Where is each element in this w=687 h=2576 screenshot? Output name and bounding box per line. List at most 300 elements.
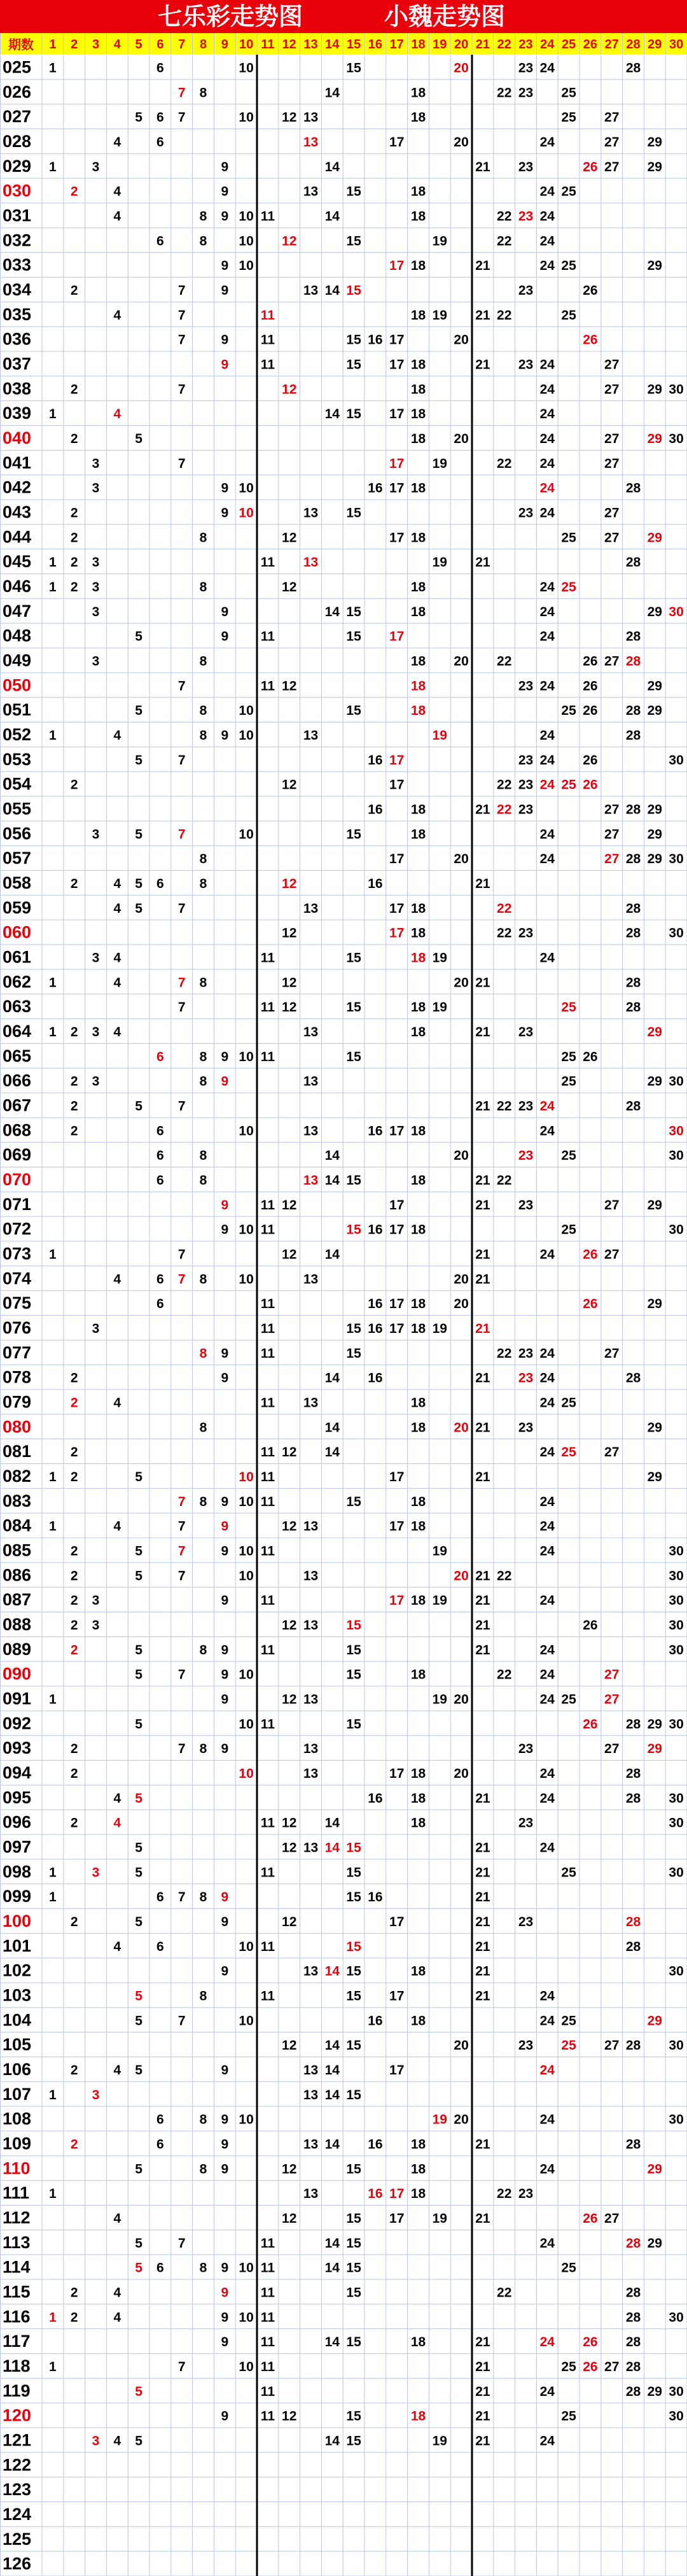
drawn-number: 28 [625, 1000, 641, 1015]
drawn-number: 28 [625, 555, 641, 570]
drawn-number: 15 [346, 2211, 361, 2226]
drawn-number: 24 [539, 2162, 555, 2177]
period-label: 040 [3, 428, 32, 447]
drawn-number: 2 [70, 382, 78, 397]
drawn-number: 3 [92, 456, 100, 471]
drawn-number: 30 [669, 1964, 684, 1979]
drawn-number: 27 [604, 1742, 620, 1757]
drawn-number: 13 [303, 1617, 319, 1633]
drawn-number: 18 [410, 1172, 426, 1188]
drawn-number: 21 [475, 1469, 490, 1484]
period-label: 068 [3, 1120, 32, 1140]
period-label: 116 [3, 2307, 31, 2326]
drawn-number: 18 [410, 827, 426, 842]
drawn-number: 8 [199, 1420, 207, 1435]
drawn-number: 8 [199, 1049, 207, 1064]
drawn-number: 15 [346, 629, 361, 644]
drawn-number: 11 [260, 1346, 275, 1361]
drawn-number: 25 [561, 2260, 576, 2276]
drawn-number: 10 [239, 2112, 254, 2127]
drawn-number: 20 [454, 1297, 469, 1312]
drawn-number: 21 [475, 307, 490, 323]
drawn-number: 24 [539, 456, 555, 471]
drawn-number: 27 [604, 357, 620, 372]
drawn-number: 29 [647, 159, 662, 174]
period-label: 108 [3, 2109, 32, 2129]
drawn-number: 12 [282, 234, 297, 249]
drawn-number: 1 [49, 975, 57, 990]
period-label: 057 [3, 848, 32, 868]
drawn-number: 4 [113, 209, 121, 224]
drawn-number: 17 [389, 2186, 405, 2202]
drawn-number: 17 [389, 1914, 405, 1929]
drawn-number: 2 [70, 1544, 78, 1559]
drawn-number: 21 [475, 802, 490, 817]
drawn-number: 16 [368, 1123, 383, 1139]
drawn-number: 25 [561, 307, 576, 323]
drawn-number: 24 [539, 1593, 555, 1608]
drawn-number: 10 [239, 1494, 254, 1509]
drawn-number: 17 [389, 1519, 405, 1534]
period-label: 052 [3, 724, 32, 744]
drawn-number: 22 [497, 1172, 512, 1188]
drawn-number: 11 [260, 1939, 275, 1954]
drawn-number: 29 [647, 1024, 662, 1039]
drawn-number: 3 [92, 2087, 100, 2102]
drawn-number: 13 [303, 728, 319, 743]
drawn-number: 8 [199, 1272, 207, 1287]
period-label: 065 [3, 1046, 32, 1066]
drawn-number: 3 [92, 1593, 100, 1608]
drawn-number: 28 [625, 802, 641, 817]
drawn-number: 11 [260, 1469, 275, 1484]
drawn-number: 7 [177, 1890, 186, 1905]
drawn-number: 5 [135, 1865, 142, 1880]
period-label: 042 [3, 477, 32, 497]
drawn-number: 20 [454, 431, 469, 446]
period-label: 080 [3, 1417, 32, 1437]
drawn-number: 21 [475, 2335, 490, 2350]
drawn-number: 10 [239, 505, 254, 521]
period-label: 079 [3, 1392, 32, 1412]
drawn-number: 28 [625, 926, 641, 941]
drawn-number: 29 [647, 258, 662, 274]
drawn-number: 12 [282, 530, 297, 545]
period-label: 094 [3, 1763, 32, 1782]
drawn-number: 21 [475, 1321, 490, 1336]
drawn-number: 14 [324, 1964, 340, 1979]
drawn-number: 11 [260, 1321, 275, 1336]
drawn-number: 15 [346, 60, 361, 76]
drawn-number: 3 [92, 950, 100, 966]
drawn-number: 24 [539, 481, 555, 496]
drawn-number: 13 [303, 1692, 319, 1707]
drawn-number: 13 [303, 1568, 319, 1584]
drawn-number: 13 [303, 283, 319, 298]
drawn-number: 28 [625, 728, 641, 743]
column-header-18: 18 [411, 38, 426, 52]
drawn-number: 3 [92, 604, 100, 619]
drawn-number: 4 [113, 876, 121, 891]
drawn-number: 2 [70, 1099, 78, 1114]
drawn-number: 23 [518, 85, 534, 101]
drawn-number: 9 [221, 2285, 229, 2300]
drawn-number: 29 [647, 604, 662, 619]
drawn-number: 29 [647, 1717, 662, 1732]
drawn-number: 22 [497, 307, 512, 323]
drawn-number: 27 [604, 2359, 620, 2374]
drawn-number: 15 [346, 1717, 361, 1732]
drawn-number: 16 [368, 752, 383, 768]
drawn-number: 11 [260, 2260, 275, 2276]
drawn-number: 29 [647, 134, 662, 150]
drawn-number: 25 [561, 110, 576, 125]
drawn-number: 12 [282, 1815, 297, 1831]
drawn-number: 1 [49, 1865, 57, 1880]
period-label: 111 [3, 2183, 30, 2203]
drawn-number: 5 [135, 1914, 142, 1929]
drawn-number: 2 [70, 1914, 78, 1929]
drawn-number: 28 [625, 629, 641, 644]
drawn-number: 28 [625, 2384, 641, 2399]
drawn-number: 15 [346, 1890, 361, 1905]
drawn-number: 6 [156, 2260, 164, 2276]
drawn-number: 2 [70, 1370, 78, 1386]
period-label: 085 [3, 1540, 32, 1560]
period-label: 037 [3, 354, 32, 374]
drawn-number: 5 [135, 703, 142, 719]
drawn-number: 23 [518, 926, 534, 941]
drawn-number: 1 [49, 1247, 57, 1262]
drawn-number: 8 [199, 728, 207, 743]
drawn-number: 13 [303, 2186, 319, 2202]
drawn-number: 14 [324, 1445, 340, 1460]
drawn-number: 26 [583, 1617, 598, 1633]
drawn-number: 22 [497, 2186, 512, 2202]
drawn-number: 23 [518, 1148, 534, 1164]
drawn-number: 2 [70, 579, 78, 595]
drawn-number: 18 [410, 654, 426, 669]
drawn-number: 12 [282, 1247, 297, 1262]
drawn-number: 28 [625, 901, 641, 916]
drawn-number: 16 [368, 1890, 383, 1905]
drawn-number: 24 [539, 209, 555, 224]
drawn-number: 9 [221, 332, 229, 348]
period-label: 081 [3, 1442, 32, 1461]
drawn-number: 18 [410, 2013, 426, 2029]
drawn-number: 23 [518, 60, 534, 76]
drawn-number: 17 [389, 481, 405, 496]
drawn-number: 20 [454, 1568, 469, 1584]
drawn-number: 30 [669, 1222, 684, 1237]
drawn-number: 22 [497, 2285, 512, 2300]
drawn-number: 21 [475, 1172, 490, 1188]
drawn-number: 30 [669, 2112, 684, 2127]
drawn-number: 8 [199, 579, 207, 595]
period-label: 086 [3, 1565, 32, 1585]
period-label: 030 [3, 181, 32, 201]
drawn-number: 2 [70, 283, 78, 298]
drawn-number: 2 [70, 1445, 78, 1460]
period-label: 027 [3, 107, 32, 127]
drawn-number: 11 [260, 1717, 275, 1732]
drawn-number: 21 [475, 159, 490, 174]
drawn-number: 23 [518, 1197, 534, 1213]
drawn-number: 13 [303, 1395, 319, 1411]
drawn-number: 6 [156, 1297, 164, 1312]
drawn-number: 12 [282, 777, 297, 792]
drawn-number: 15 [346, 2433, 361, 2449]
drawn-number: 28 [625, 1791, 641, 1806]
drawn-number: 3 [92, 827, 100, 842]
drawn-number: 1 [49, 728, 57, 743]
drawn-number: 5 [135, 876, 142, 891]
drawn-number: 21 [475, 357, 490, 372]
drawn-number: 13 [303, 1766, 319, 1781]
drawn-number: 13 [303, 2137, 319, 2152]
drawn-number: 10 [239, 258, 254, 274]
period-label: 063 [3, 997, 32, 1017]
drawn-number: 23 [518, 283, 534, 298]
drawn-number: 9 [221, 357, 229, 372]
drawn-number: 20 [454, 134, 469, 150]
drawn-number: 11 [260, 950, 275, 966]
drawn-number: 27 [604, 1692, 620, 1707]
drawn-number: 5 [135, 1717, 142, 1732]
drawn-number: 15 [346, 703, 361, 719]
drawn-number: 22 [497, 1099, 512, 1114]
drawn-number: 9 [221, 1742, 229, 1757]
drawn-number: 24 [539, 1667, 555, 1682]
drawn-number: 12 [282, 1000, 297, 1015]
drawn-number: 25 [561, 703, 576, 719]
drawn-number: 10 [239, 2013, 254, 2029]
drawn-number: 8 [199, 852, 207, 867]
drawn-number: 16 [368, 1297, 383, 1312]
drawn-number: 18 [410, 1024, 426, 1039]
drawn-number: 22 [497, 777, 512, 792]
drawn-number: 13 [303, 1024, 319, 1039]
drawn-number: 10 [239, 1123, 254, 1139]
drawn-number: 21 [475, 1642, 490, 1658]
drawn-number: 27 [604, 1346, 620, 1361]
drawn-number: 5 [135, 2162, 142, 2177]
drawn-number: 19 [432, 1692, 447, 1707]
drawn-number: 14 [324, 604, 340, 619]
drawn-number: 10 [239, 209, 254, 224]
column-header-24: 24 [540, 38, 555, 52]
drawn-number: 15 [346, 1494, 361, 1509]
column-header-21: 21 [475, 38, 490, 52]
drawn-number: 19 [432, 1544, 447, 1559]
drawn-number: 1 [49, 1692, 57, 1707]
period-label: 034 [3, 279, 32, 299]
drawn-number: 15 [346, 332, 361, 348]
column-header-17: 17 [389, 38, 404, 52]
drawn-number: 15 [346, 1964, 361, 1979]
drawn-number: 21 [475, 1420, 490, 1435]
drawn-number: 16 [368, 1791, 383, 1806]
drawn-number: 5 [135, 1840, 142, 1855]
drawn-number: 21 [475, 2211, 490, 2226]
period-label: 075 [3, 1293, 32, 1313]
drawn-number: 18 [410, 703, 426, 719]
drawn-number: 14 [324, 407, 340, 422]
drawn-number: 24 [539, 60, 555, 76]
period-label: 119 [3, 2381, 31, 2400]
drawn-number: 28 [625, 2359, 641, 2374]
drawn-number: 16 [368, 1370, 383, 1386]
drawn-number: 13 [303, 134, 319, 150]
drawn-number: 25 [561, 1445, 576, 1460]
drawn-number: 29 [647, 1742, 662, 1757]
drawn-number: 2 [70, 1766, 78, 1781]
drawn-number: 10 [239, 1568, 254, 1584]
drawn-number: 21 [475, 258, 490, 274]
drawn-number: 18 [410, 1815, 426, 1831]
drawn-number: 7 [177, 1519, 186, 1534]
drawn-number: 12 [282, 1197, 297, 1213]
drawn-number: 5 [135, 431, 142, 446]
drawn-number: 29 [647, 1469, 662, 1484]
drawn-number: 2 [70, 1395, 78, 1411]
drawn-number: 9 [221, 629, 229, 644]
drawn-number: 30 [669, 1148, 684, 1164]
drawn-number: 10 [239, 110, 254, 125]
drawn-number: 18 [410, 2335, 426, 2350]
period-label: 026 [3, 82, 32, 102]
drawn-number: 18 [410, 85, 426, 101]
drawn-number: 17 [389, 1321, 405, 1336]
drawn-number: 15 [346, 1000, 361, 1015]
drawn-number: 14 [324, 1840, 340, 1855]
drawn-number: 15 [346, 2162, 361, 2177]
drawn-number: 2 [70, 431, 78, 446]
drawn-number: 18 [410, 530, 426, 545]
period-label: 083 [3, 1491, 32, 1510]
drawn-number: 9 [221, 728, 229, 743]
drawn-number: 27 [604, 852, 620, 867]
drawn-number: 14 [324, 2038, 340, 2053]
drawn-number: 17 [389, 1123, 405, 1139]
drawn-number: 15 [346, 1617, 361, 1633]
drawn-number: 13 [303, 1964, 319, 1979]
drawn-number: 9 [221, 1197, 229, 1213]
drawn-number: 10 [239, 2260, 254, 2276]
drawn-number: 16 [368, 2186, 383, 2202]
drawn-number: 11 [260, 555, 275, 570]
period-label: 071 [3, 1194, 32, 1214]
drawn-number: 21 [475, 1964, 490, 1979]
drawn-number: 15 [346, 2038, 361, 2053]
drawn-number: 6 [156, 110, 164, 125]
drawn-number: 8 [199, 703, 207, 719]
drawn-number: 21 [475, 2409, 490, 2424]
period-label: 028 [3, 131, 32, 151]
drawn-number: 20 [454, 2112, 469, 2127]
drawn-number: 9 [221, 2112, 229, 2127]
drawn-number: 4 [113, 1395, 121, 1411]
drawn-number: 18 [410, 1222, 426, 1237]
drawn-number: 6 [156, 1939, 164, 1954]
drawn-number: 28 [625, 654, 641, 669]
drawn-number: 24 [539, 950, 555, 966]
drawn-number: 17 [389, 2211, 405, 2226]
period-label: 061 [3, 947, 32, 967]
drawn-number: 6 [156, 60, 164, 76]
drawn-number: 7 [177, 1568, 186, 1584]
drawn-number: 18 [410, 1395, 426, 1411]
drawn-number: 27 [604, 431, 620, 446]
drawn-number: 19 [432, 555, 447, 570]
drawn-number: 5 [135, 827, 142, 842]
period-label: 070 [3, 1169, 32, 1189]
drawn-number: 8 [199, 234, 207, 249]
drawn-number: 24 [539, 629, 555, 644]
drawn-number: 4 [113, 1024, 121, 1039]
drawn-number: 20 [454, 654, 469, 669]
drawn-number: 23 [518, 1815, 534, 1831]
drawn-number: 17 [389, 530, 405, 545]
drawn-number: 23 [518, 1914, 534, 1929]
drawn-number: 1 [49, 2359, 57, 2374]
drawn-number: 14 [324, 1370, 340, 1386]
drawn-number: 4 [113, 407, 121, 422]
drawn-number: 28 [625, 852, 641, 867]
drawn-number: 24 [539, 2062, 555, 2078]
drawn-number: 24 [539, 579, 555, 595]
drawn-number: 26 [583, 654, 598, 669]
drawn-number: 23 [518, 209, 534, 224]
drawn-number: 20 [454, 1148, 469, 1164]
drawn-number: 14 [324, 2335, 340, 2350]
drawn-number: 4 [113, 1519, 121, 1534]
drawn-number: 3 [92, 1024, 100, 1039]
drawn-number: 3 [92, 1617, 100, 1633]
drawn-number: 13 [303, 1074, 319, 1089]
drawn-number: 6 [156, 1148, 164, 1164]
period-label: 031 [3, 206, 32, 225]
drawn-number: 13 [303, 184, 319, 199]
drawn-number: 3 [92, 555, 100, 570]
period-label: 053 [3, 749, 32, 769]
drawn-number: 14 [324, 1148, 340, 1164]
drawn-number: 28 [625, 1370, 641, 1386]
drawn-number: 27 [604, 382, 620, 397]
drawn-number: 15 [346, 357, 361, 372]
drawn-number: 11 [260, 1049, 275, 1064]
drawn-number: 24 [539, 2384, 555, 2399]
drawn-number: 21 [475, 1247, 490, 1262]
drawn-number: 4 [113, 2433, 121, 2449]
drawn-number: 3 [92, 1074, 100, 1089]
drawn-number: 16 [368, 481, 383, 496]
drawn-number: 14 [324, 283, 340, 298]
drawn-number: 13 [303, 1742, 319, 1757]
drawn-number: 11 [260, 2235, 275, 2251]
drawn-number: 17 [389, 1766, 405, 1781]
drawn-number: 27 [604, 1445, 620, 1460]
drawn-number: 11 [260, 1642, 275, 1658]
period-label: 100 [3, 1911, 32, 1931]
column-header-27: 27 [604, 38, 619, 52]
drawn-number: 7 [177, 1667, 186, 1682]
period-label: 058 [3, 873, 32, 892]
drawn-number: 26 [583, 703, 598, 719]
drawn-number: 7 [177, 1247, 186, 1262]
period-label: 104 [3, 2010, 32, 2030]
drawn-number: 24 [539, 777, 555, 792]
